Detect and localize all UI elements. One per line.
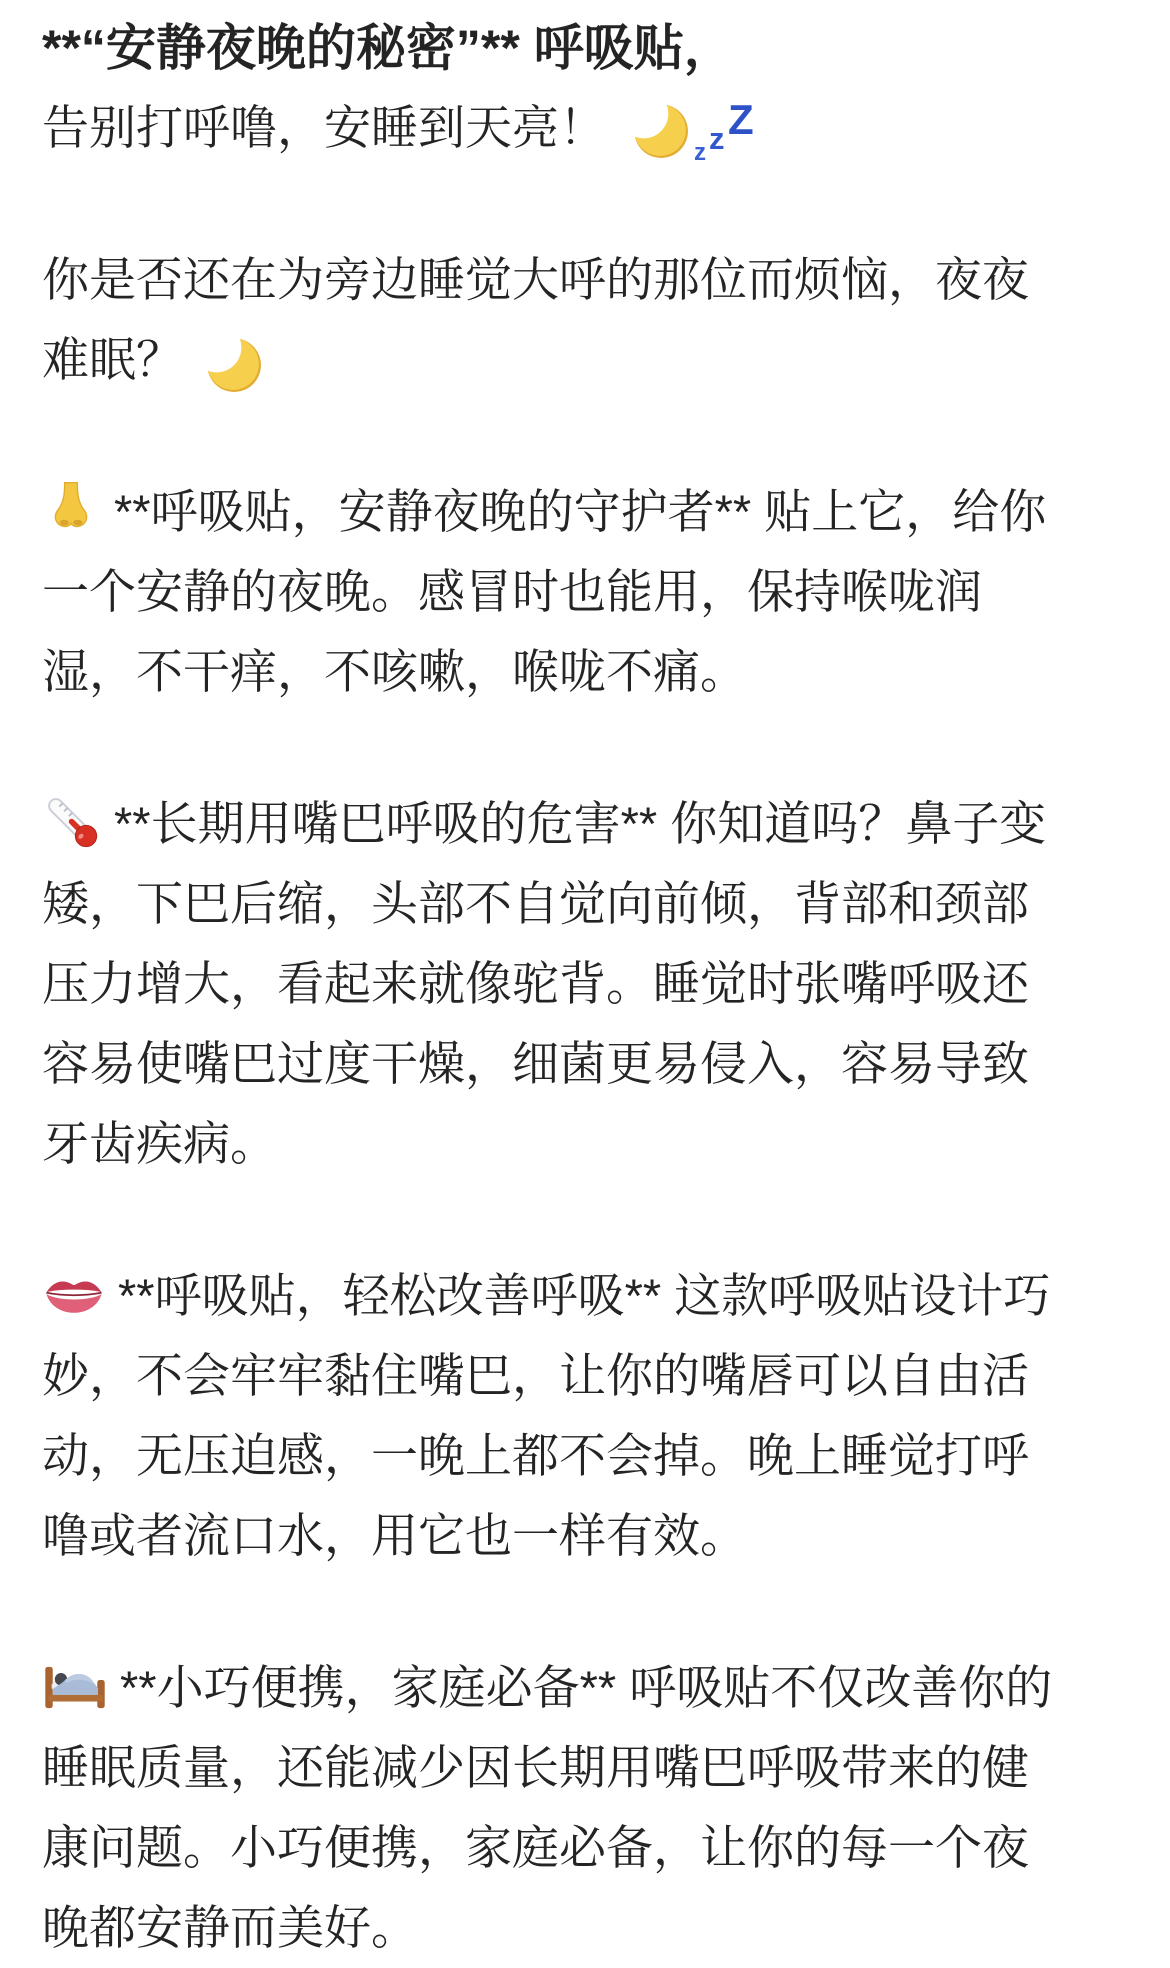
crescent-moon-emoji bbox=[624, 94, 690, 160]
paragraph-text: 你是否还在为旁边睡觉大呼的那位而烦恼，夜夜难眠？ bbox=[42, 253, 1029, 386]
paragraph-harm bbox=[42, 784, 1058, 1184]
paragraph-guardian bbox=[42, 472, 1058, 712]
page-title: **“安静夜晚的秘密”** 呼吸贴， bbox=[42, 20, 734, 76]
paragraph-text: **小巧便携，家庭必备** 呼吸贴不仅改善你的睡眠质量，还能减少因长期用嘴巴呼吸带来的健康问题。小巧便携，家庭必备，让你的每一个夜晚都安静而美好。 bbox=[42, 1661, 1053, 1954]
subtitle-line bbox=[42, 88, 1058, 168]
person-in-bed-emoji bbox=[42, 1658, 108, 1712]
paragraph-hook bbox=[42, 240, 1058, 400]
mouth-emoji bbox=[42, 1272, 106, 1318]
crescent-moon-emoji bbox=[197, 328, 263, 394]
heading-block bbox=[42, 8, 1058, 168]
svg-text:Z: Z bbox=[728, 96, 754, 143]
paragraph-text: **呼吸贴，安静夜晚的守护者** 贴上它，给你一个安静的夜晚。感冒时也能用，保持喉咙润湿，不干痒，不咳嗽，喉咙不痛。 bbox=[42, 485, 1047, 698]
svg-text:z: z bbox=[694, 139, 706, 164]
paragraph-portable bbox=[42, 1648, 1058, 1968]
paragraph-improve bbox=[42, 1256, 1058, 1576]
paragraph-text: **长期用嘴巴呼吸的危害** 你知道吗？鼻子变矮，下巴后缩，头部不自觉向前倾，背部和颈部压力增大，看起来就像驼背。睡觉时张嘴呼吸还容易使嘴巴过度干燥，细菌更易侵入，容易导致牙齿疾病。 bbox=[42, 797, 1047, 1170]
zzz-emoji bbox=[692, 92, 764, 164]
svg-text:z: z bbox=[709, 121, 725, 156]
paragraph-text: **呼吸贴，轻松改善呼吸** 这款呼吸贴设计巧妙，不会牢牢黏住嘴巴，让你的嘴唇可以自由活动，无压迫感，一晚上都不会掉。晚上睡觉打呼噜或者流口水，用它也一样有效。 bbox=[42, 1269, 1051, 1562]
subtitle-text: 告别打呼噜，安睡到天亮！ bbox=[42, 101, 606, 154]
nose-emoji bbox=[42, 480, 100, 538]
thermometer-emoji bbox=[42, 792, 104, 854]
